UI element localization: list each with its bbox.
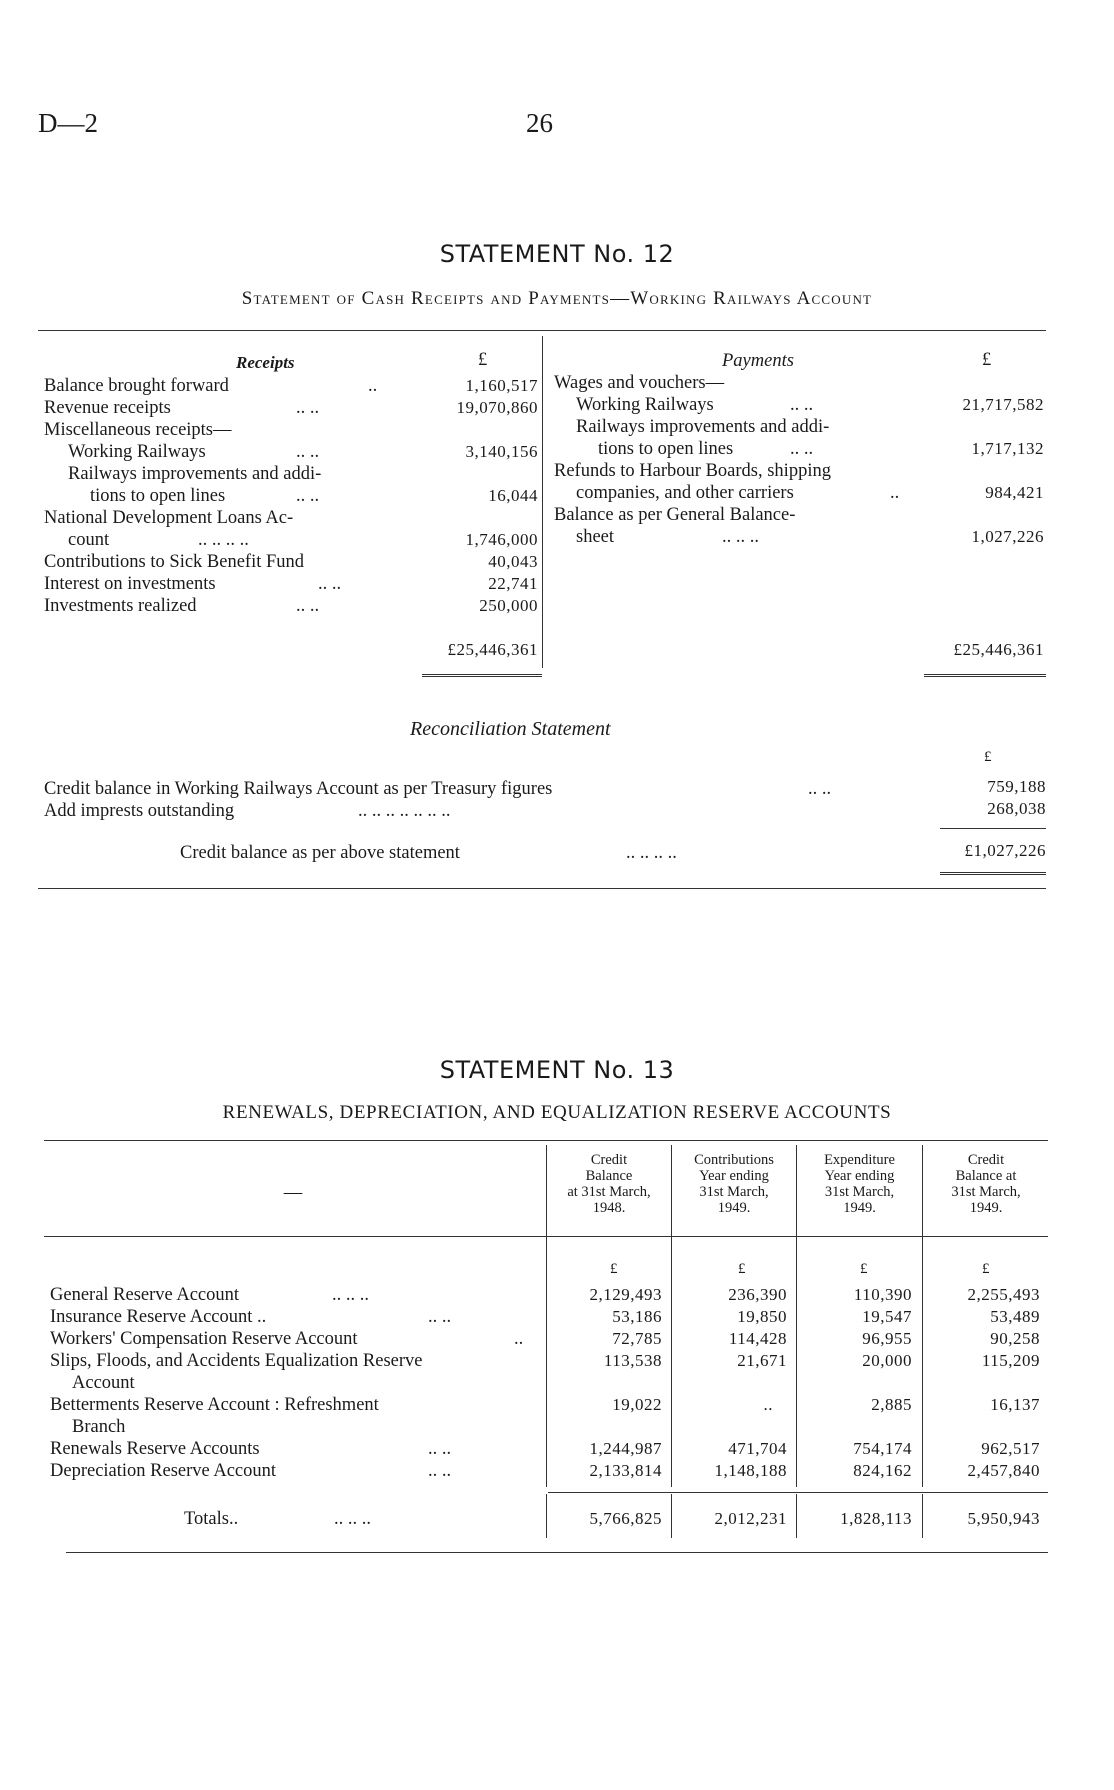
receipt-amount: 40,043 — [488, 552, 538, 571]
receipt-label: Railways improvements and addi- — [68, 464, 322, 484]
column-header-credit-balance-1949: Credit Balance at 31st March, 1949. — [951, 1152, 1021, 1216]
receipt-amount: 16,044 — [488, 486, 538, 505]
row-header-dash: — — [283, 1183, 303, 1203]
credit-balance-1949: 2,255,493 — [967, 1285, 1040, 1304]
statement-12-bottom-rule — [38, 888, 1046, 889]
reconciliation-label: Add imprests outstanding — [44, 801, 235, 821]
reserve-account-label-continued: Account — [72, 1373, 135, 1393]
column-divider — [796, 1145, 797, 1487]
receipt-label: tions to open lines — [90, 486, 226, 506]
total-credit-balance-1948: 5,766,825 — [589, 1509, 662, 1528]
contributions: 19,850 — [737, 1307, 787, 1326]
leader-dots: .. .. .. .. — [198, 530, 249, 550]
leader-dots: .. — [890, 483, 900, 503]
leader-dots: .. — [514, 1329, 524, 1349]
table-bottom-rule — [66, 1552, 1048, 1553]
column-header-contributions: Contributions Year ending 31st March, 1949. — [694, 1152, 774, 1216]
receipt-label: Revenue receipts — [44, 398, 171, 418]
credit-balance-1949: 16,137 — [990, 1395, 1040, 1414]
payment-label: Working Railways — [576, 395, 714, 415]
header-bottom-rule — [44, 1236, 1048, 1237]
leader-dots: .. .. — [790, 439, 814, 459]
statement-13-title: STATEMENT No. 13 — [439, 1056, 675, 1084]
column-divider — [542, 336, 543, 668]
receipt-amount: 250,000 — [479, 596, 538, 615]
expenditure: 96,955 — [862, 1329, 912, 1348]
credit-balance-1948: 1,244,987 — [589, 1439, 662, 1458]
receipt-label: count — [68, 530, 110, 550]
reserve-account-label: Renewals Reserve Accounts — [50, 1439, 260, 1459]
receipt-amount: 22,741 — [488, 574, 538, 593]
column-header-expenditure: Expenditure Year ending 31st March, 1949. — [824, 1152, 895, 1216]
contributions: 236,390 — [728, 1285, 787, 1304]
expenditure: 2,885 — [871, 1395, 912, 1414]
total-expenditure: 1,828,113 — [840, 1509, 912, 1528]
receipt-amount: 19,070,860 — [456, 398, 538, 417]
expenditure: 754,174 — [853, 1439, 912, 1458]
currency-symbol: £ — [610, 1261, 618, 1277]
contributions: 21,671 — [737, 1351, 787, 1370]
contributions: .. — [763, 1395, 773, 1414]
statement-12-title: STATEMENT No. 12 — [439, 240, 675, 268]
reconciliation-total: £1,027,226 — [964, 841, 1046, 860]
table-top-rule — [44, 1140, 1048, 1141]
total-contributions: 2,012,231 — [714, 1509, 787, 1528]
receipt-label: Miscellaneous receipts— — [44, 420, 232, 440]
credit-balance-1948: 19,022 — [612, 1395, 662, 1414]
reconciliation-total-label: Credit balance as per above statement — [180, 843, 460, 863]
receipt-label: Working Railways — [68, 442, 206, 462]
receipt-label: Interest on investments — [44, 574, 216, 594]
leader-dots: .. .. — [318, 574, 342, 594]
contributions: 471,704 — [728, 1439, 787, 1458]
payment-label: companies, and other carriers — [576, 483, 794, 503]
credit-balance-1949: 90,258 — [990, 1329, 1040, 1348]
payment-label: sheet — [576, 527, 615, 547]
payment-label: Balance as per General Balance- — [554, 505, 796, 525]
credit-balance-1948: 72,785 — [612, 1329, 662, 1348]
reconciliation-heading: Reconciliation Statement — [410, 718, 611, 740]
contributions: 1,148,188 — [714, 1461, 787, 1480]
payments-total-rule — [924, 674, 1046, 677]
credit-balance-1948: 2,129,493 — [589, 1285, 662, 1304]
contributions: 114,428 — [728, 1329, 787, 1348]
payments-currency-symbol: £ — [982, 350, 992, 370]
payment-amount: 1,717,132 — [971, 439, 1044, 458]
payment-label: Refunds to Harbour Boards, shipping — [554, 461, 831, 481]
column-divider — [546, 1145, 547, 1487]
page-reference: D—2 — [38, 108, 98, 138]
payment-label: Railways improvements and addi- — [576, 417, 830, 437]
payment-amount: 21,717,582 — [962, 395, 1044, 414]
credit-balance-1949: 2,457,840 — [967, 1461, 1040, 1480]
reconciliation-amount: 268,038 — [987, 799, 1046, 818]
leader-dots: .. .. — [428, 1439, 452, 1459]
totals-label: Totals.. — [184, 1509, 239, 1529]
payment-amount: 1,027,226 — [971, 527, 1044, 546]
reconciliation-currency-symbol: £ — [984, 749, 992, 765]
reserve-account-label: Slips, Floods, and Accidents Equalization Reserve — [50, 1351, 423, 1371]
leader-dots: .. .. — [790, 395, 814, 415]
receipts-total: £25,446,361 — [447, 640, 538, 659]
reserve-account-label: Betterments Reserve Account : Refreshment — [50, 1395, 379, 1415]
leader-dots: .. .. — [296, 486, 320, 506]
receipt-label: National Development Loans Ac- — [44, 508, 294, 528]
currency-symbol: £ — [860, 1261, 868, 1277]
leader-dots: .. .. — [428, 1307, 452, 1327]
credit-balance-1949: 115,209 — [981, 1351, 1040, 1370]
receipts-currency-symbol: £ — [478, 350, 488, 370]
reserve-account-label: General Reserve Account — [50, 1285, 240, 1305]
statement-13-subtitle: RENEWALS, DEPRECIATION, AND EQUALIZATION RESERVE ACCOUNTS — [222, 1102, 892, 1123]
expenditure: 824,162 — [853, 1461, 912, 1480]
currency-symbol: £ — [982, 1261, 990, 1277]
credit-balance-1949: 53,489 — [990, 1307, 1040, 1326]
receipt-amount: 1,160,517 — [465, 376, 538, 395]
table-top-rule — [38, 330, 1046, 331]
column-divider — [546, 1494, 547, 1538]
leader-dots: .. .. — [808, 779, 832, 799]
reconciliation-amount: 759,188 — [987, 777, 1046, 796]
credit-balance-1948: 113,538 — [603, 1351, 662, 1370]
leader-dots: .. .. .. — [722, 527, 759, 547]
leader-dots: .. .. — [296, 596, 320, 616]
receipts-total-rule — [422, 674, 542, 677]
expenditure: 19,547 — [862, 1307, 912, 1326]
column-divider — [671, 1494, 672, 1538]
total-credit-balance-1949: 5,950,943 — [967, 1509, 1040, 1528]
reserve-account-label: Workers' Compensation Reserve Account — [50, 1329, 358, 1349]
column-header-credit-balance-1948: Credit Balance at 31st March, 1948. — [567, 1152, 651, 1216]
receipt-label: Balance brought forward — [44, 376, 229, 396]
receipt-label: Investments realized — [44, 596, 197, 616]
payments-heading: Payments — [722, 351, 794, 371]
payment-amount: 984,421 — [985, 483, 1044, 502]
reserve-account-label: Depreciation Reserve Account — [50, 1461, 277, 1481]
leader-dots: .. .. .. .. — [626, 843, 677, 863]
statement-12-subtitle: Statement of Cash Receipts and Payments—Working Railways Account — [241, 288, 873, 309]
receipt-amount: 3,140,156 — [465, 442, 538, 461]
column-divider — [922, 1145, 923, 1487]
reconciliation-subtotal-rule — [940, 828, 1046, 829]
leader-dots: .. .. — [296, 442, 320, 462]
page-number: 26 — [526, 108, 553, 138]
payment-label: Wages and vouchers— — [554, 373, 725, 393]
payments-total: £25,446,361 — [953, 640, 1044, 659]
currency-symbol: £ — [738, 1261, 746, 1277]
receipt-amount: 1,746,000 — [465, 530, 538, 549]
reserve-account-label: Insurance Reserve Account .. — [50, 1307, 267, 1327]
leader-dots: .. .. — [428, 1461, 452, 1481]
receipts-heading: Receipts — [236, 353, 295, 372]
expenditure: 20,000 — [862, 1351, 912, 1370]
receipt-label: Contributions to Sick Benefit Fund — [44, 552, 305, 572]
payment-label: tions to open lines — [598, 439, 734, 459]
reconciliation-total-rule — [940, 872, 1046, 875]
leader-dots: .. .. .. .. .. .. .. — [358, 801, 451, 821]
column-divider — [796, 1494, 797, 1538]
leader-dots: .. .. — [296, 398, 320, 418]
column-divider — [922, 1494, 923, 1538]
leader-dots: .. .. .. — [334, 1509, 371, 1529]
column-divider — [671, 1145, 672, 1487]
leader-dots: .. .. .. — [332, 1285, 369, 1305]
credit-balance-1949: 962,517 — [981, 1439, 1040, 1458]
totals-top-rule — [548, 1492, 1048, 1493]
expenditure: 110,390 — [853, 1285, 912, 1304]
reserve-account-label-continued: Branch — [72, 1417, 126, 1437]
leader-dots: .. — [368, 376, 378, 396]
reconciliation-label: Credit balance in Working Railways Account as per Treasury figures — [44, 779, 553, 799]
credit-balance-1948: 53,186 — [612, 1307, 662, 1326]
credit-balance-1948: 2,133,814 — [589, 1461, 662, 1480]
